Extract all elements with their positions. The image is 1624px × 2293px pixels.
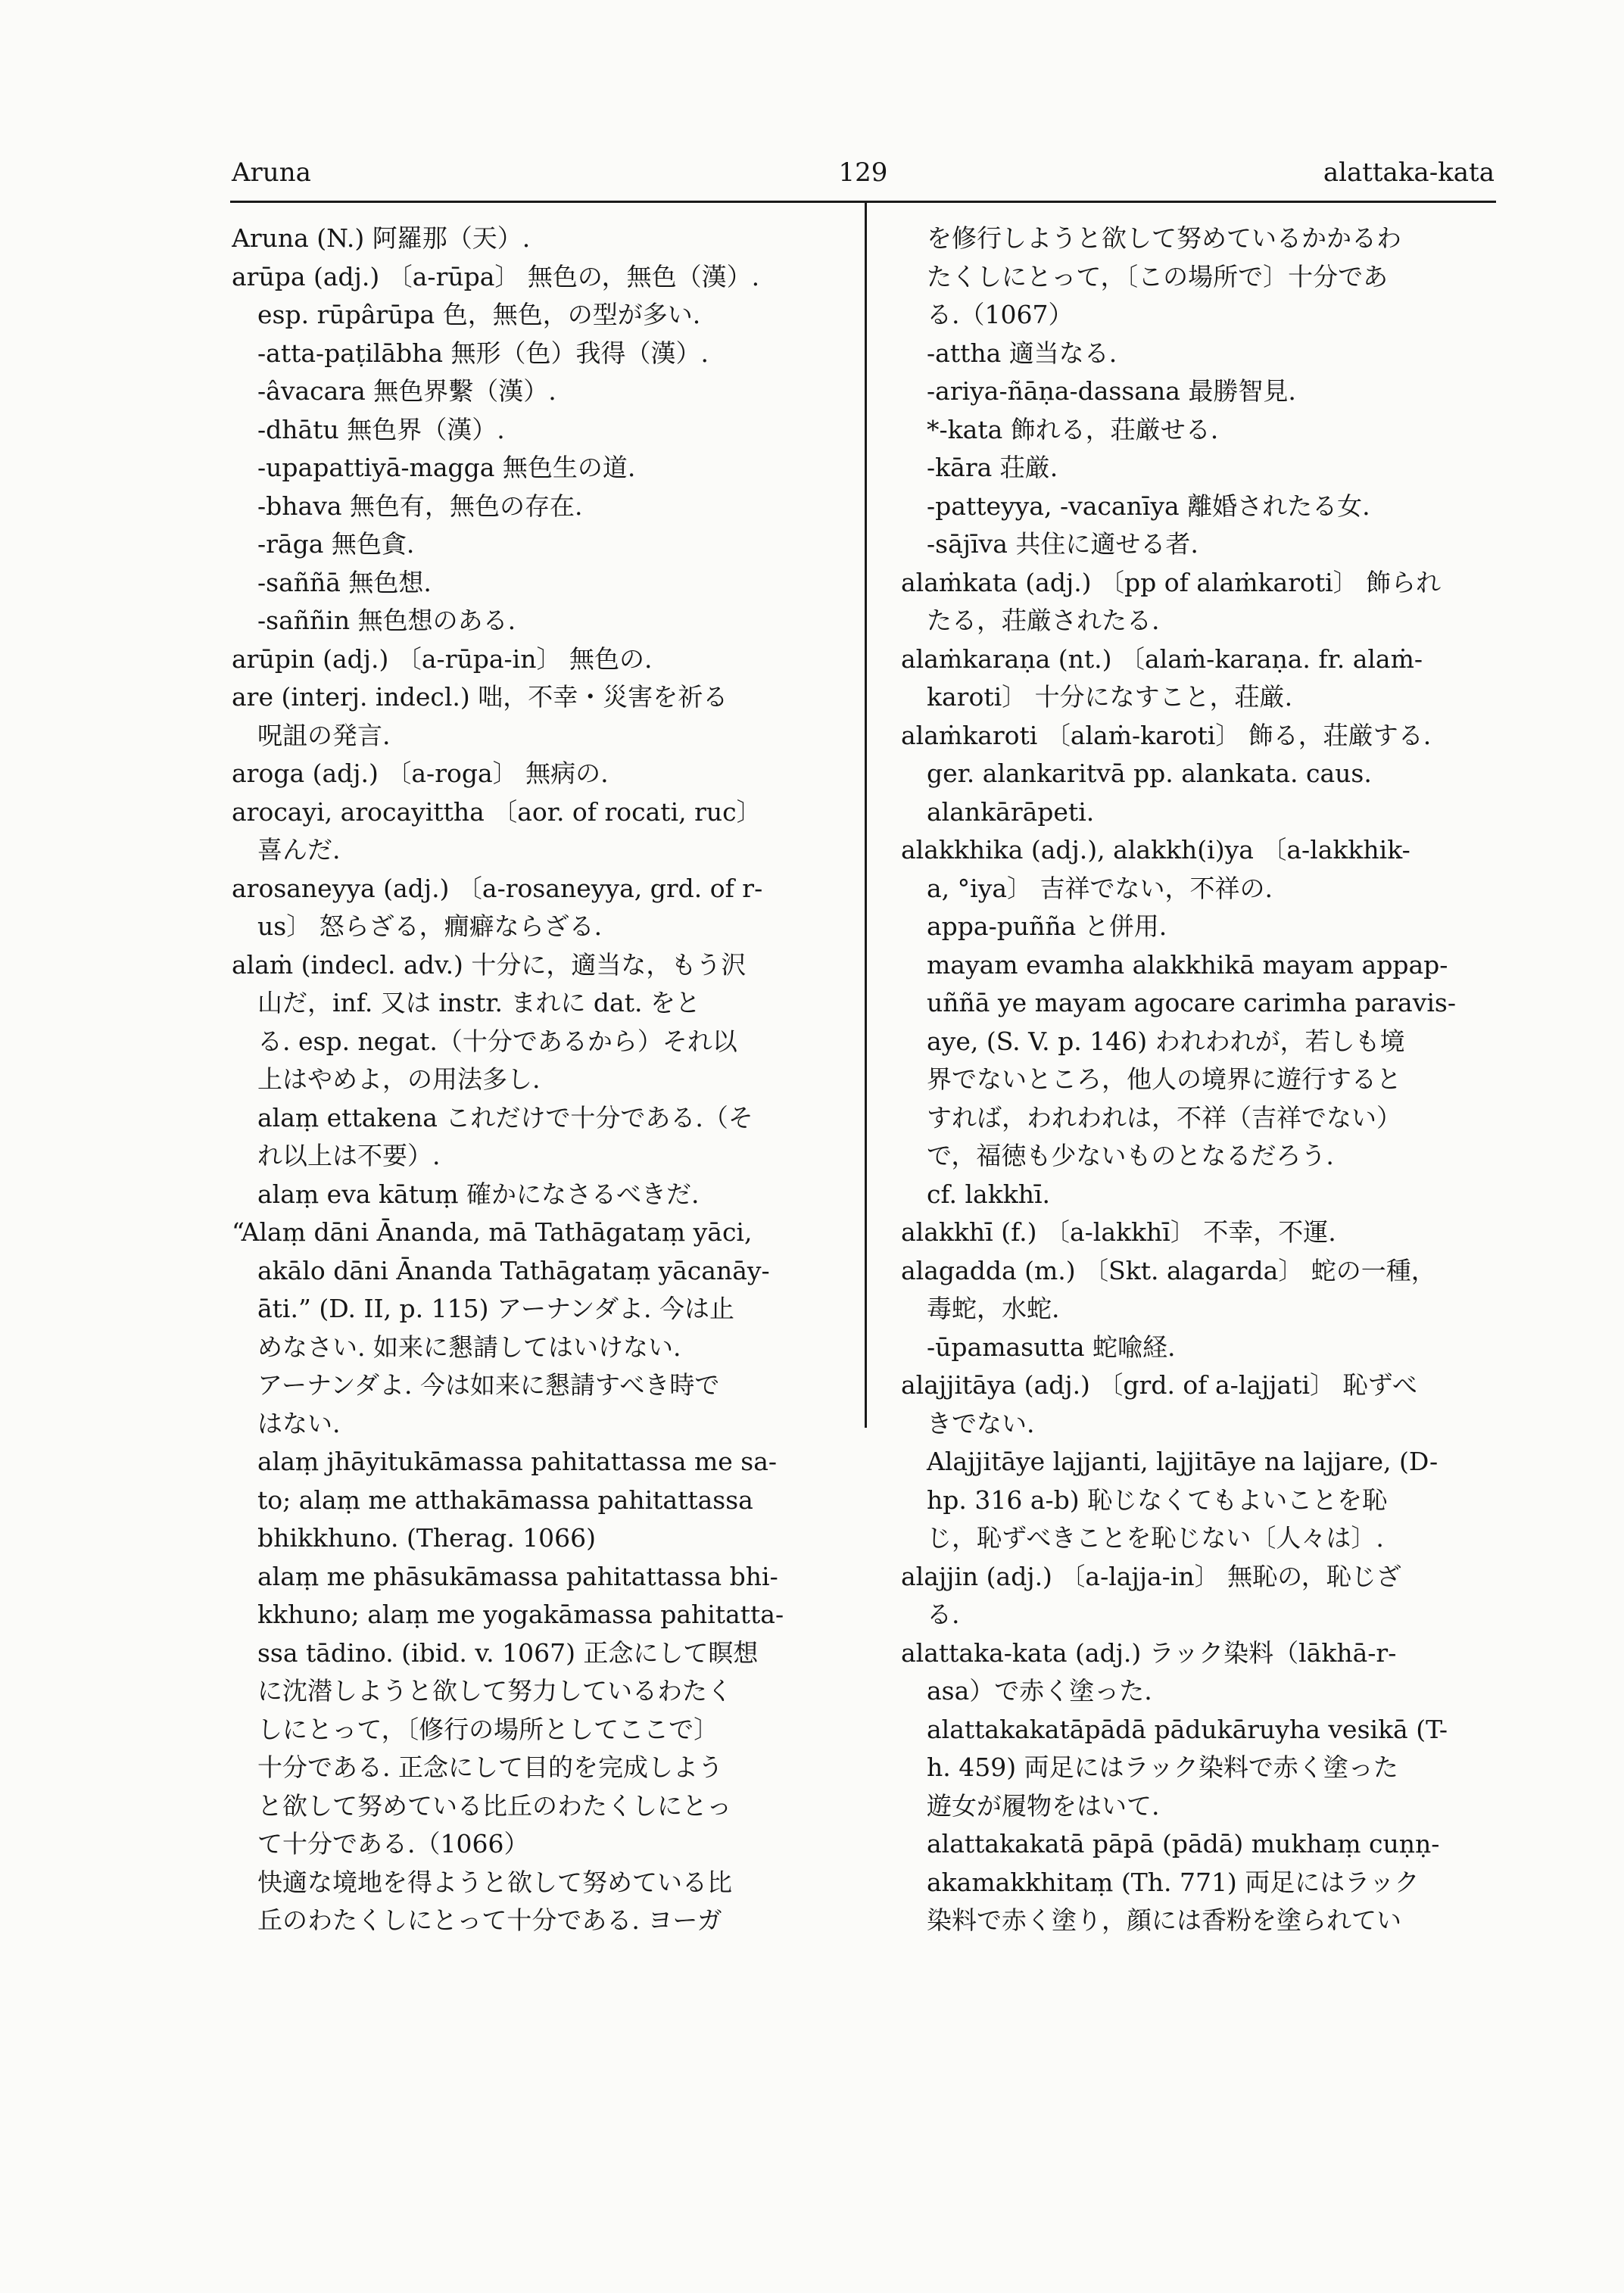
- dictionary-line: hp. 316 a-b) 恥じなくてもよいことを恥: [927, 1485, 1388, 1515]
- dictionary-line: mayam evamha alakkhikā mayam appap-: [927, 949, 1448, 980]
- dictionary-line: る. esp. negat.（十分であるから）それ以: [257, 1026, 737, 1056]
- dictionary-line: alaṃ eva kātuṃ 確かになさるべきだ.: [257, 1179, 700, 1209]
- dictionary-line: alakkhika (adj.), alakkh(i)ya 〔a-lakkhik-: [901, 835, 1410, 865]
- dictionary-line: to; alaṃ me atthakāmassa pahitattassa: [257, 1485, 753, 1515]
- dictionary-line: を修行しようと欲して努めているかかるわ: [927, 223, 1401, 253]
- page-header: [232, 157, 1495, 197]
- dictionary-line: 毒蛇，水蛇.: [927, 1294, 1060, 1323]
- dictionary-line: -dhātu 無色界（漢）.: [257, 414, 505, 444]
- dictionary-line: すれば，われわれは，不祥（吉祥でない）: [927, 1102, 1401, 1132]
- dictionary-line: alaṁkaraṇa (nt.) 〔alaṁ-karaṇa. fr. alaṁ-: [901, 643, 1423, 674]
- dictionary-line: -ariya-ñāṇa-dassana 最勝智見.: [927, 376, 1296, 406]
- dictionary-line: -atta-paṭilābha 無形（色）我得（漢）.: [257, 338, 709, 368]
- dictionary-line: Aruna (N.) 阿羅那（天）.: [232, 223, 531, 253]
- dictionary-line: alaṁkaroti 〔alaṁ-karoti〕 飾る，荘厳する.: [901, 720, 1432, 750]
- dictionary-line: akālo dāni Ānanda Tathāgataṃ yācanāy-: [257, 1255, 770, 1285]
- header-left-guide-word: Aruna: [232, 157, 311, 188]
- dictionary-line: appa-puñña と併用.: [927, 911, 1167, 941]
- dictionary-line: āti.” (D. II, p. 115) アーナンダよ. 今は止: [257, 1294, 735, 1323]
- dictionary-line: alaṁkata (adj.) 〔pp of alaṁkaroti〕 飾られ: [901, 567, 1442, 597]
- dictionary-line: -rāga 無色貪.: [257, 529, 415, 559]
- dictionary-line: ssa tādino. (ibid. v. 1067) 正念にして瞑想: [257, 1637, 759, 1668]
- dictionary-line: 染料で赤く塗り，顔には香粉を塗られてい: [927, 1905, 1401, 1935]
- dictionary-line: aroga (adj.) 〔a-roga〕 無病の.: [232, 759, 609, 788]
- dictionary-line: alattakakatāpādā pādukāruyha vesikā (T-: [927, 1714, 1448, 1744]
- dictionary-line: karoti〕 十分になすこと，荘厳.: [927, 682, 1293, 712]
- dictionary-line: esp. rūpârūpa 色，無色，の型が多い.: [257, 300, 701, 329]
- dictionary-line: 上はやめよ，の用法多し.: [257, 1064, 541, 1094]
- dictionary-line: アーナンダよ. 今は如来に懇請すべき時で: [257, 1370, 720, 1400]
- dictionary-line: 喜んだ.: [257, 835, 341, 865]
- dictionary-line: alaṃ jhāyitukāmassa pahitattassa me sa-: [257, 1447, 778, 1476]
- dictionary-line: akamakkhitaṃ (Th. 771) 両足にはラック: [927, 1867, 1420, 1897]
- dictionary-line: 界でないところ，他人の境界に遊行すると: [927, 1064, 1401, 1094]
- dictionary-line: めなさい. 如来に懇請してはいけない.: [257, 1332, 681, 1362]
- dictionary-line: 呪詛の発言.: [257, 720, 391, 750]
- dictionary-line: are (interj. indecl.) 咄，不幸・災害を祈る: [232, 682, 728, 712]
- dictionary-line: bhikkhuno. (Therag. 1066): [257, 1523, 597, 1553]
- dictionary-line: に沈潜しようと欲して努力しているわたく: [257, 1676, 732, 1706]
- dictionary-line: たくしにとって，〔この場所で〕十分であ: [927, 261, 1389, 291]
- page-number: 129: [838, 157, 888, 188]
- dictionary-line: arosaneyya (adj.) 〔a-rosaneyya, grd. of r-: [232, 873, 763, 903]
- dictionary-line: -upapattiyā-magga 無色生の道.: [257, 453, 636, 482]
- left-column: [232, 220, 846, 1940]
- dictionary-line: alaṃ ettakena これだけで十分である.（そ: [257, 1102, 753, 1132]
- dictionary-line: arocayi, arocayittha 〔aor. of rocati, ruc〕: [232, 796, 762, 827]
- dictionary-line: はない.: [257, 1408, 341, 1438]
- dictionary-line: -saññin 無色想のある.: [257, 606, 516, 635]
- dictionary-line: a, °iya〕 吉祥でない，不祥の.: [927, 873, 1273, 903]
- dictionary-line: 山だ，inf. 又は instr. まれに dat. をと: [257, 988, 700, 1017]
- dictionary-line: で，福徳も少ないものとなるだろう.: [927, 1141, 1334, 1170]
- dictionary-line: arūpin (adj.) 〔a-rūpa-in〕 無色の.: [232, 643, 653, 674]
- dictionary-line: たる，荘厳されたる.: [927, 606, 1160, 635]
- dictionary-line: arūpa (adj.) 〔a-rūpa〕 無色の，無色（漢）.: [232, 261, 760, 291]
- dictionary-line: alankārāpeti.: [927, 796, 1095, 827]
- dictionary-line: alaṃ me phāsukāmassa pahitattassa bhi-: [257, 1561, 778, 1591]
- dictionary-line: alaṁ (indecl. adv.) 十分に，適当な，もう沢: [232, 949, 747, 980]
- dictionary-line: aye, (S. V. p. 146) われわれが，若しも境: [927, 1026, 1405, 1056]
- column-divider: [865, 203, 867, 1428]
- dictionary-line: us〕 怒らざる，癇癖ならざる.: [257, 911, 603, 941]
- dictionary-line: ger. alankaritvā pp. alankata. caus.: [927, 759, 1372, 788]
- dictionary-line: れ以上は不要）.: [257, 1141, 441, 1170]
- dictionary-line: kkhuno; alaṃ me yogakāmassa pahitatta-: [257, 1600, 784, 1629]
- dictionary-line: -patteyya, -vacanīya 離婚されたる女.: [927, 491, 1370, 521]
- dictionary-line: alajjitāya (adj.) 〔grd. of a-lajjati〕 恥ずべ: [901, 1370, 1417, 1400]
- dictionary-line: alakkhī (f.) 〔a-lakkhī〕 不幸，不運.: [901, 1217, 1336, 1247]
- dictionary-line: 遊女が履物をはいて.: [927, 1790, 1160, 1821]
- dictionary-line: uññā ye mayam agocare carimha paravis-: [927, 988, 1456, 1017]
- dictionary-line: しにとって，〔修行の場所としてここで〕: [257, 1714, 719, 1744]
- dictionary-line: alattaka-kata (adj.) ラック染料（lākhā-r-: [901, 1637, 1397, 1668]
- dictionary-line: Alajjitāye lajjanti, lajjitāye na lajjare, (D-: [927, 1447, 1439, 1476]
- dictionary-line: h. 459) 両足にはラック染料で赤く塗った: [927, 1752, 1398, 1782]
- dictionary-line: -attha 適当なる.: [927, 338, 1117, 368]
- dictionary-line: -saññā 無色想.: [257, 567, 432, 597]
- dictionary-line: と欲して努めている比丘のわたくしにとっ: [257, 1790, 732, 1821]
- dictionary-line: きでない.: [927, 1408, 1035, 1438]
- dictionary-line: “Alaṃ dāni Ānanda, mā Tathāgataṃ yāci,: [232, 1217, 753, 1247]
- dictionary-line: asa）で赤く塗った.: [927, 1676, 1152, 1706]
- right-column: [901, 220, 1501, 1940]
- dictionary-line: alajjin (adj.) 〔a-lajja-in〕 無恥の，恥じざ: [901, 1561, 1401, 1591]
- dictionary-line: る.: [927, 1600, 960, 1629]
- dictionary-line: 丘のわたくしにとって十分である. ヨーガ: [257, 1905, 722, 1935]
- dictionary-line: -bhava 無色有，無色の存在.: [257, 491, 583, 521]
- dictionary-line: *-kata 飾れる，荘厳せる.: [927, 414, 1219, 444]
- dictionary-line: る.（1067）: [927, 300, 1074, 329]
- dictionary-line: て十分である.（1066）: [257, 1829, 529, 1858]
- dictionary-line: 快適な境地を得ようと欲して努めている比: [257, 1867, 732, 1897]
- dictionary-line: -sājīva 共住に適せる者.: [927, 529, 1199, 559]
- header-right-guide-word: alattaka-kata: [1323, 157, 1495, 188]
- dictionary-line: alattakakatā pāpā (pādā) mukhaṃ cuṇṇ-: [927, 1829, 1440, 1858]
- dictionary-line: alagadda (m.) 〔Skt. alagarda〕 蛇の一種，: [901, 1255, 1436, 1285]
- dictionary-line: -ūpamasutta 蛇喩経.: [927, 1332, 1176, 1362]
- dictionary-line: -âvacara 無色界繫（漢）.: [257, 376, 556, 406]
- dictionary-line: 十分である. 正念にして目的を完成しよう: [257, 1752, 723, 1782]
- dictionary-line: cf. lakkhī.: [927, 1179, 1051, 1209]
- dictionary-line: -kāra 荘厳.: [927, 453, 1058, 482]
- header-rule: [230, 201, 1496, 203]
- dictionary-line: じ，恥ずべきことを恥じない〔人々は〕.: [927, 1523, 1384, 1553]
